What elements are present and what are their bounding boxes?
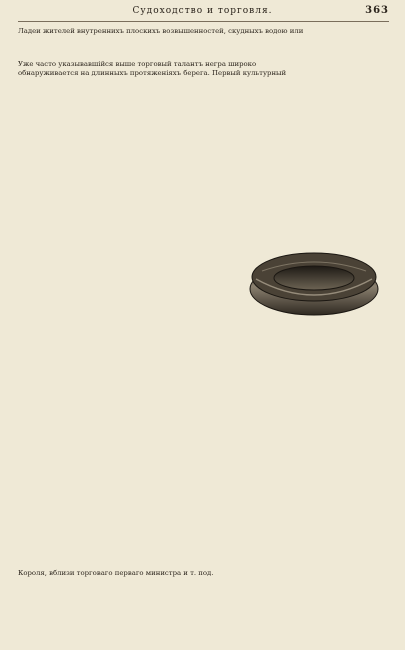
text-line [18,285,232,293]
text-line [18,227,232,235]
text-line [18,186,388,194]
text-line [18,144,388,152]
text-line [18,377,388,385]
text-line [18,477,388,485]
text-line [18,394,388,402]
text-line [18,352,388,360]
text-line [18,202,232,210]
text-line [18,452,388,460]
text-line [18,260,232,268]
text-line [18,44,388,52]
text-line [18,344,388,352]
text-line [18,252,232,260]
text-line [18,519,388,527]
text-line [18,302,232,310]
text-line [18,444,388,452]
text-line [18,369,388,377]
text-line [18,244,232,252]
text-line [18,110,388,118]
text-line [18,385,388,393]
text-line [18,536,388,544]
text-line [18,486,388,494]
text-line [18,94,388,102]
text-line [18,152,388,160]
text-line: Ладеи жителей внутреннихъ плоскихъ возвышенностей, скудныхъ водою или [18,27,304,35]
text-line [18,469,388,477]
text-line [18,427,388,435]
text-line [18,511,388,519]
text-line [18,219,232,227]
text-line [18,435,388,443]
text-line [18,161,388,169]
text-line [18,327,388,335]
text-line [18,419,388,427]
running-head [0,5,405,19]
text-line [18,235,232,243]
text-line [18,319,232,327]
text-line [18,210,232,218]
text-line [18,177,388,185]
text-line [18,502,388,510]
text-line [18,277,232,285]
text-line [18,310,232,318]
text-line [18,194,388,202]
text-line: Уже часто указывавшійся выше торговый талантъ негра широко [18,60,257,69]
body-text-full-width [18,27,388,202]
page-number: 363 [365,5,389,16]
text-line [18,135,388,143]
text-line: Короля, вблизи торговаго перваго министра и т. под. [18,568,214,577]
text-line [18,544,388,552]
text-line [18,360,388,368]
text-line [18,561,388,569]
text-line [18,402,388,410]
text-line [18,527,388,535]
text-line [18,35,388,43]
text-line [18,269,232,277]
text-line [18,335,388,343]
text-line [18,169,388,177]
text-line [18,119,388,127]
body-text-left-column [18,202,232,327]
text-line [18,52,388,60]
text-line [18,461,388,469]
bracelet-illustration [232,223,392,328]
header-rule [18,21,389,22]
text-line [18,552,388,560]
text-line [18,85,388,93]
text-line [18,410,388,418]
text-line [18,127,388,135]
running-head-title: Судоходство и торговля. [132,6,273,16]
text-line [18,294,232,302]
text-line [18,494,388,502]
body-text-lower [18,327,388,577]
text-line: обнаруживается на длинныхъ протяженіяхъ берега. Первый культурный [18,68,287,77]
text-line [18,77,388,85]
text-line [18,102,388,110]
